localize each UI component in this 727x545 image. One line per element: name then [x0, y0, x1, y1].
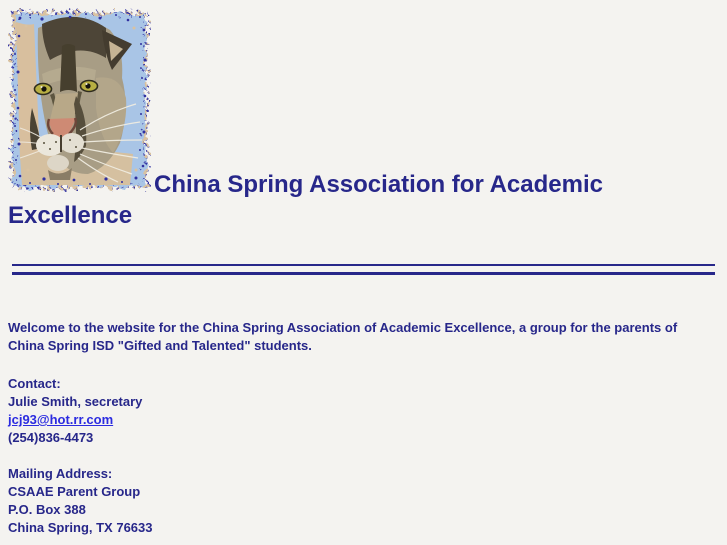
horizontal-rule-bottom: [12, 272, 715, 275]
intro-line-2: China Spring ISD "Gifted and Talented" students.: [8, 338, 312, 353]
mailing-line-pobox: P.O. Box 388: [8, 502, 86, 517]
horizontal-rule-top: [12, 264, 715, 266]
mailing-heading: Mailing Address:: [8, 466, 113, 481]
mailing-address-block: [8, 465, 719, 537]
contact-phone: (254)836-4473: [8, 430, 94, 445]
mailing-line-city: China Spring, TX 76633: [8, 520, 153, 535]
mailing-line-group: CSAAE Parent Group: [8, 484, 141, 499]
cougar-photo-graphic: [8, 8, 151, 192]
page-title: China Spring Association for Academic Excellence: [8, 171, 603, 229]
intro-line-1: Welcome to the website for the China Spring Association of Academic Excellence, a group for the parents of: [8, 320, 678, 335]
contact-name: Julie Smith, secretary: [8, 394, 143, 409]
email-link[interactable]: jcj93@hot.rr.com: [8, 412, 114, 427]
intro-paragraph: [8, 319, 719, 355]
contact-block: [8, 375, 719, 447]
cougar-photo: [8, 179, 154, 196]
contact-heading: Contact:: [8, 376, 61, 391]
masthead: [8, 8, 719, 233]
